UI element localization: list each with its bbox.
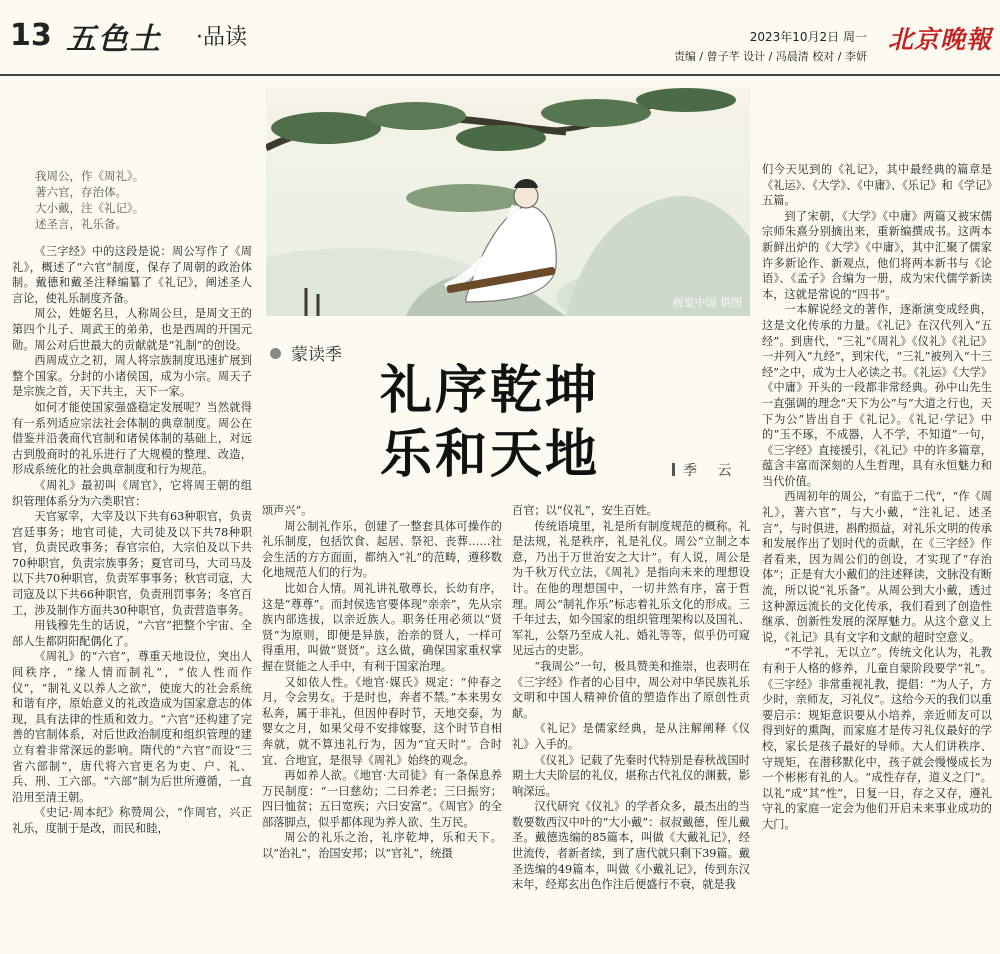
author-byline xyxy=(672,460,739,480)
verse-line: 著六官，存治体。 xyxy=(35,185,127,199)
section-subtitle: ·品读 xyxy=(196,25,247,50)
newspaper-masthead-logo: 北京晚報 xyxy=(887,25,992,54)
paragraph: 《周礼》最初叫《周官》，它将周王朝的组织管理体系分为六类职官： xyxy=(12,478,252,508)
bullet-dot-icon xyxy=(270,348,281,359)
paragraph: 周公，姓姬名旦，人称周公旦，是周文王的第四个儿子、周武王的弟弟，也是西周的开国元勋。周公对后世最大的贡献就是“礼制”的创设。 xyxy=(12,307,252,352)
paragraph: 传统语境里，礼是所有制度规范的概称。礼是法规，礼是秩序，礼是礼仪。周公“立制之本意，乃出于万世治安之大计”。有人说，周公是为千秋万代立法，《周礼》是指向未来的理想设计。在他的理想国中，一切井然有序，富于哲理。周公“制礼作乐”标志着礼乐文化的形成。三千年过去，如今国家的组织管理架构以及国礼、军礼，公祭乃至成人礼、婚礼等等，似乎仍可窥见远古的史影。 xyxy=(512,519,750,658)
image-credit: 视觉中国 供图 xyxy=(672,296,742,309)
paragraph: 颂声兴”。 xyxy=(262,504,313,517)
section-title: 五色土 xyxy=(66,22,162,57)
headline-line-2: 乐和天地 xyxy=(380,425,601,485)
paragraph: 周公制礼作乐，创建了一整套具体可操作的礼乐制度，包括饮食、起居、祭祀、丧葬……社会生活的方方面面，都纳入“礼”的范畴，遵移数化地规范人们的行为。 xyxy=(262,519,502,580)
column-kicker xyxy=(270,340,342,365)
kicker-label: 蒙读季 xyxy=(291,345,342,365)
verse-line: 我周公，作《周礼》。 xyxy=(35,169,145,183)
paragraph: 又如依人性。《地官·媒氏》规定：“仲春之月，令会男女。于是时也，奔者不禁。”本来男女私奔，属于非礼，但因仲春时节，天地交泰，为婴女之月，如果父母不安排嫁娶，这个时节自相奔就，就不算违礼行为，因为“宜天时”。合时宜、合地宜，是很导《周礼》始终的观念。 xyxy=(262,675,502,767)
author-name: 季 云 xyxy=(683,463,740,479)
paragraph: 《仪礼》记载了先秦时代特别是春秋战国时期士大夫阶层的礼仪，堪称古代礼仪的渊薮，影响深远。 xyxy=(512,753,750,798)
paragraph: 比如合人情。周礼讲礼敬尊长，长幼有序，这是“尊尊”。而封侯选官要体现“亲亲”，先从宗族内部选拔，以亲近族人。职务任用必须以“贤贤”为原则，即便是异族，治亲的贤人，一样可得重用，叫做“贤贤”。这么做，确保国家重权掌握在贤能之人手中，有利于国家治理。 xyxy=(262,581,502,673)
paragraph: “我周公”一句，极具赞美和推崇，也表明在《三字经》作者的心目中，周公对中华民族礼乐文明和中国人精神价值的塑造作出了原创性贡献。 xyxy=(512,659,750,720)
paragraph: 周公的礼乐之治，礼序乾坤，乐和天下。以“治礼”，治国安邦；以“官礼”，统摄 xyxy=(262,831,502,861)
paragraph: 《三字经》中的这段是说：周公写作了《周礼》，概述了“六官”制度，保存了周朝的政治体制。戴德和戴圣注释编纂了《礼记》，阐述圣人言论，使礼乐制度齐备。 xyxy=(12,245,252,305)
paragraph: 西周成立之初，周人将宗族制度迅速扩展到整个国家。分封的小诸侯国，成为小宗。周天子是宗族之首，天下共主，天下一家。 xyxy=(12,354,252,399)
body-column-4 xyxy=(762,162,992,833)
paragraph: 一本解说经文的著作，逐渐演变成经典，这是文化传承的力量。《礼记》在汉代列入“五经”。到唐代，“三礼”《周礼》《仪礼》《礼记》一并列入“九经”，到宋代，“三礼”被列入“十三经”之中，成为士人必读之书。《礼运》《大学》《中庸》开头的一段都非常经典。孙中山先生一直强调的理念“天下为公”与“大道之行也，天下为公”皆出自于《礼记》。《礼记·学记》中的“玉不琢，不成器，人不学，不知道”一句，《三字经》直接援引，《礼记》中的许多篇章，蕴含丰富而深刻的人生哲理，具有永恒魅力和当代价值。 xyxy=(762,303,992,488)
paragraph: 《礼记》是儒家经典，是从注解阐释《仪礼》入手的。 xyxy=(512,722,750,751)
paragraph: 们今天见到的《礼记》，其中最经典的篇章是《礼运》、《大学》、《中庸》、《乐记》和《学记》五篇。 xyxy=(762,163,992,208)
body-column-2 xyxy=(262,503,502,862)
issue-date: 2023年10月2日 周一 xyxy=(749,30,867,44)
paragraph: 西周初年的周公，“有监于二代”，“作《周礼》，著六官”，与大小戴，“注礼记、述圣言”，与时俱进，斟酌损益，对礼乐文明的传承和发展作出了划时代的贡献，在《三字经》作者看来，因为周公们的创设，才实现了“存治体”；正是有大小戴们的注述释读，文脉没有断流，所以说“礼乐备”。从周公到大小戴，透过这种源远流长的文化传承，我们看到了创造性继承、创新性发展的深厚魅力。从这个意义上说，《礼记》具有文字和文献的超时空意义。 xyxy=(762,490,992,644)
classic-verse-excerpt xyxy=(35,168,245,232)
body-column-3 xyxy=(512,503,750,893)
verse-line: 大小戴，注《礼记》。 xyxy=(35,201,145,215)
paragraph: 再如养人欲。《地官·大司徒》有一条保息养万民制度：“一曰慈幼；二曰养老；三曰振穷；四曰恤贫；五曰宽疾；六曰安富”。《周官》的全部落脚点，似乎都体现为养人欲、生万民。 xyxy=(262,769,502,829)
paragraph: 《周礼》的“六官”，尊重天地设位，突出人间秩序，“缘人情而制礼”，“依人性而作仪”，“制礼义以养人之欲”，使庞大的社会系统和谐有序，原始意义的礼改造成为国家意志的体现，具有法律的性质和效力。“六官”还构建了完善的官制体系，对后世政治制度和组织管理的建立有着非常深远的影响。隋代的“六官”而设“三省六部制”，唐代将六官更名为吏、户、礼、兵、刑、工六部。“六部”制为后世所遵循，一直沿用至清王朝。 xyxy=(12,650,252,804)
paragraph: “不学礼，无以立”。传统文化认为，礼教有利于人格的修养，儿童自蒙阶段要学“礼”。《三字经》非常重视礼教，提倡：“为人子，方少时，亲师友，习礼仪”。这给今天的我们以重要启示：规矩意识要从小培养，亲近师友可以得到好的熏陶，而家庭才是传习礼仪最好的学校，家长是孩子最好的导师。大人们讲秩序、守规矩，在潜移默化中，孩子就会慢慢成长为一个彬彬有礼的人。“成性存存，道义之门”。以礼“成”其“性”，日复一日，存之又存，遵礼守礼的家庭一定会为他们开启未来事业成功的大门。 xyxy=(762,646,992,831)
paragraph: 《史记·周本纪》称赞周公，“作周官，兴正礼乐，度制于是改，而民和睦， xyxy=(12,806,252,835)
page-number: 13 xyxy=(10,18,52,53)
paragraph: 天官冢宰，大宰及以下共有63种职官，负责宫廷事务；地官司徒，大司徒及以下共78种职官，负责民政事务；春官宗伯，大宗伯及以下共70种职官，负责宗族事务；夏官司马，大司马及以下共70种职官，负责军事事务；秋官司寇，大司寇及以下共66种职官，负责刑罚事务；冬官百工，涉及制作方面共30种职官，负责营造事务。 xyxy=(12,510,252,617)
editorial-credits: 责编 / 曾子芊 设计 / 冯晨清 校对 / 李妍 xyxy=(673,50,867,63)
paragraph: 到了宋朝，《大学》《中庸》两篇又被宋儒宗师朱熹分别摘出来，重新编撰成书。这两本新鲜出炉的《大学》《中庸》，其中汇聚了儒家许多新论作、新观点，他们将两本新书与《论语》、《孟子》合编为一册，成为宋代儒学新读本，这就是常说的“四书”。 xyxy=(762,209,992,301)
scholar-under-pine-illustration xyxy=(266,88,750,316)
paragraph: 用钱穆先生的话说，“六官”把整个宇宙、全部人生都阴阳配偶化了。 xyxy=(12,619,252,648)
header-divider xyxy=(0,74,1000,76)
body-column-1 xyxy=(12,244,252,837)
paragraph: 百官；以“仪礼”，安生百姓。 xyxy=(512,504,658,517)
hero-illustration xyxy=(266,88,750,316)
verse-line: 述圣言，礼乐备。 xyxy=(35,217,127,231)
headline-line-1: 礼序乾坤 xyxy=(380,361,601,421)
byline-bar-icon xyxy=(672,463,675,476)
paragraph: 如何才能使国家强盛稳定发展呢？当然就得有一系列适应宗法社会体制的典章制度。周公在借鉴并沿袭商代官制和诸侯体制的基础上，对远古到殷商时的礼乐进行了大规模的整理、改造，形成系统化的社会典章制度和行为规范。 xyxy=(12,400,252,477)
paragraph: 汉代研究《仪礼》的学者众多，最杰出的当数要数西汉中叶的“大小戴”：叔叔戴德，侄儿戴圣。戴德选编的85篇本，叫做《大戴礼记》，经世流传，者新者续，到了唐代就只剩下39篇。戴圣选编的49篇本，叫做《小戴礼记》，传到东汉末年，经郑玄出色作注后便盛行不衰，就是我 xyxy=(512,800,750,892)
page-header xyxy=(0,0,1000,76)
